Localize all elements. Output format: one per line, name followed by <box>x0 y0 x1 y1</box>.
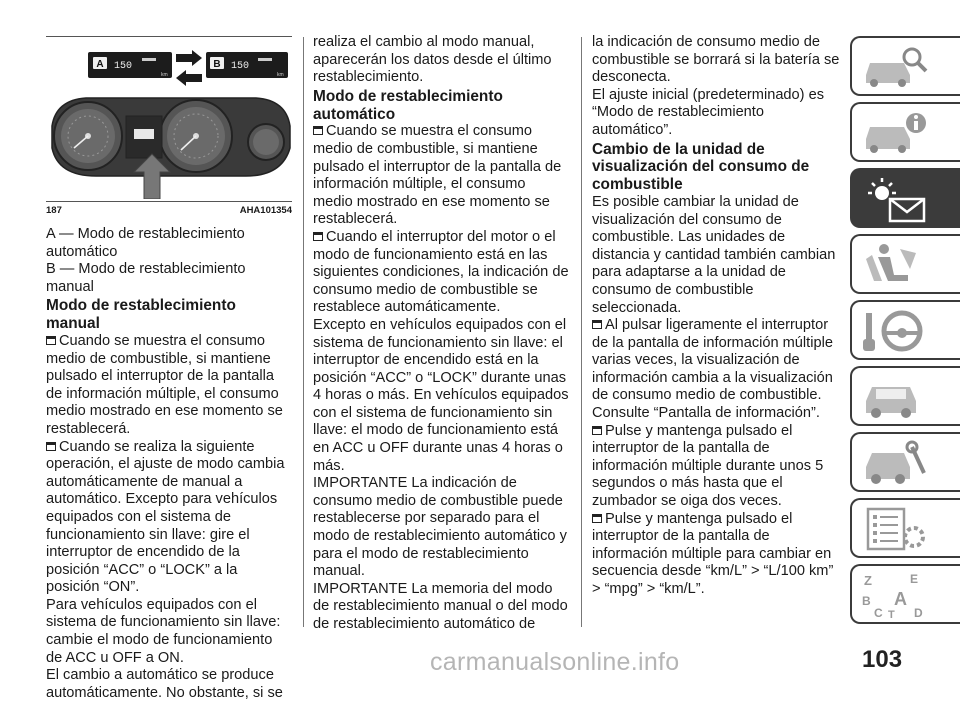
gauge-cluster <box>52 98 290 176</box>
warning-light-mail-icon <box>860 175 930 223</box>
tab-alphabet-index[interactable] <box>850 564 960 624</box>
car-search-icon <box>860 43 930 91</box>
index-letter: A <box>894 589 907 609</box>
paragraph: A — Modo de restablecimiento automático <box>46 226 245 260</box>
paragraph: Es posible cambiar la unidad de visualización del consumo de combustible. Las unidades de distancia y cantidad también cambian para adaptarse a la unidad de consumo de combustible seleccionada. <box>592 193 836 316</box>
bullet-paragraph: Cuando el interruptor del motor o el modo de funcionamiento está en las siguientes condiciones, la indicación de consumo medio de combustible se restablece automáticamente. <box>313 228 569 316</box>
paragraph: El ajuste inicial (predeterminado) es “Modo de restablecimiento automático”. <box>592 86 824 138</box>
paragraph: Excepto en vehículos equipados con el sistema de funcionamiento sin llave: el interruptor de encendido está en la posición “ACC” o “LOCK” durante unas 4 horas o más. En vehículos equipados con el sistema de funcionamiento sin llave: el modo de funcionamiento está en ACC u OFF durante unas 4 horas o más. <box>313 316 569 474</box>
bullet-paragraph: Pulse y mantenga pulsado el interruptor de la pantalla de información múltiple durante unos 5 segundos o más hasta que el zumbador se oiga dos veces. <box>592 423 842 511</box>
cluster-display <box>134 129 154 139</box>
index-letter: B <box>862 594 871 608</box>
tab-list-settings[interactable] <box>850 498 960 558</box>
paragraph: Para vehículos equipados con el sistema de funcionamiento sin llave: cambie el modo de funcionamiento de ACC u OFF a ON. <box>46 596 281 666</box>
bullet-paragraph: Cuando se muestra el consumo medio de combustible, si mantiene pulsado el interruptor de la pantalla de información múltiple, el consumo medio mostrado en ese momento se restablecerá. <box>313 123 569 229</box>
page-number: 103 <box>862 646 903 673</box>
paragraph: IMPORTANTE La memoria del modo de restablecimiento manual o del modo de restablecimiento automático de <box>313 580 568 632</box>
tab-car-info[interactable] <box>850 102 960 162</box>
key-steering-wheel-icon <box>860 307 930 355</box>
tab-car-tools[interactable] <box>850 432 960 492</box>
column-divider-2 <box>581 37 582 627</box>
instrument-cluster-figure <box>46 36 292 199</box>
index-letter: E <box>910 572 919 586</box>
index-letter: T <box>888 609 895 619</box>
tab-warning-lights[interactable] <box>850 168 960 228</box>
panel-a-unit: km <box>161 72 168 78</box>
bullet-paragraph: Cuando se realiza la siguiente operación, el ajuste de modo cambia automáticamente de manual a automático. Excepto para vehículos equipados con el sistema de funcionamiento sin llave: gire el interruptor de encendido de la posición “ACC” o “LOCK” a la posición “ON”. <box>46 439 292 597</box>
list-settings-icon <box>860 505 930 553</box>
bullet-paragraph: Al pulsar ligeramente el interruptor de la pantalla de información múltiple varias veces, la visualización de información cambia a la visualización de consumo medio de combustible. Consulte “Pantalla de información”. <box>592 317 842 423</box>
tab-car-search[interactable] <box>850 36 960 96</box>
tab-key-steering[interactable] <box>850 300 960 360</box>
section-heading: Modo de restablecimiento manual <box>46 297 236 333</box>
alphabet-index-icon <box>860 571 930 619</box>
paragraph: El cambio a automático se produce automáticamente. No obstante, si se <box>46 667 283 701</box>
display-panel-a <box>88 52 172 78</box>
watermark: carmanualsonline.info <box>430 648 680 676</box>
seat-airbag-icon <box>860 241 930 289</box>
car-service-icon <box>860 373 930 421</box>
index-letter: Z <box>864 573 872 588</box>
index-letter: D <box>914 606 923 619</box>
panel-b-letter: B <box>213 59 221 70</box>
display-panel-b <box>206 52 288 78</box>
figure-number: 187 <box>46 205 62 216</box>
paragraph: IMPORTANTE La indicación de consumo medio de combustible puede restablecerse por separado para el modo de restablecimiento automático y para el modo de restablecimiento manual. <box>313 475 567 580</box>
tab-seat-airbag[interactable] <box>850 234 960 294</box>
text-column-3 <box>592 34 842 599</box>
text-column-1 <box>46 226 292 702</box>
panel-a-value: 150 <box>114 61 133 72</box>
paragraph: realiza el cambio al modo manual, aparecerán los datos desde el último restablecimiento. <box>313 34 552 86</box>
panel-a-letter: A <box>96 59 104 70</box>
text-column-2 <box>313 34 569 634</box>
paragraph: la indicación de consumo medio de combustible se borrará si la batería se desconecta. <box>592 34 840 86</box>
panel-b-unit: km <box>277 72 284 78</box>
section-heading: Modo de restablecimiento automático <box>313 87 503 123</box>
panel-b-value: 150 <box>231 61 250 72</box>
figure-code: AHA101354 <box>239 205 292 216</box>
column-divider-1 <box>303 37 304 627</box>
bullet-paragraph: Pulse y mantenga pulsado el interruptor de la pantalla de información múltiple para cambiar en secuencia desde “km/L” > “L/100 km” > “mpg” > “km/L”. <box>592 511 842 599</box>
section-heading: Cambio de la unidad de visualización del consumo de combustible <box>592 140 810 194</box>
figure-caption <box>46 201 292 218</box>
index-letter: C <box>874 606 883 619</box>
paragraph: B — Modo de restablecimiento manual <box>46 261 246 295</box>
car-info-icon <box>860 109 930 157</box>
car-tools-icon <box>860 439 930 487</box>
switch-arrows-icon <box>176 50 202 86</box>
bullet-paragraph: Cuando se muestra el consumo medio de combustible, si mantiene pulsado el interruptor de la pantalla de información múltiple, el consumo medio mostrado en ese momento se restablecerá. <box>46 333 292 439</box>
tab-car-service[interactable] <box>850 366 960 426</box>
